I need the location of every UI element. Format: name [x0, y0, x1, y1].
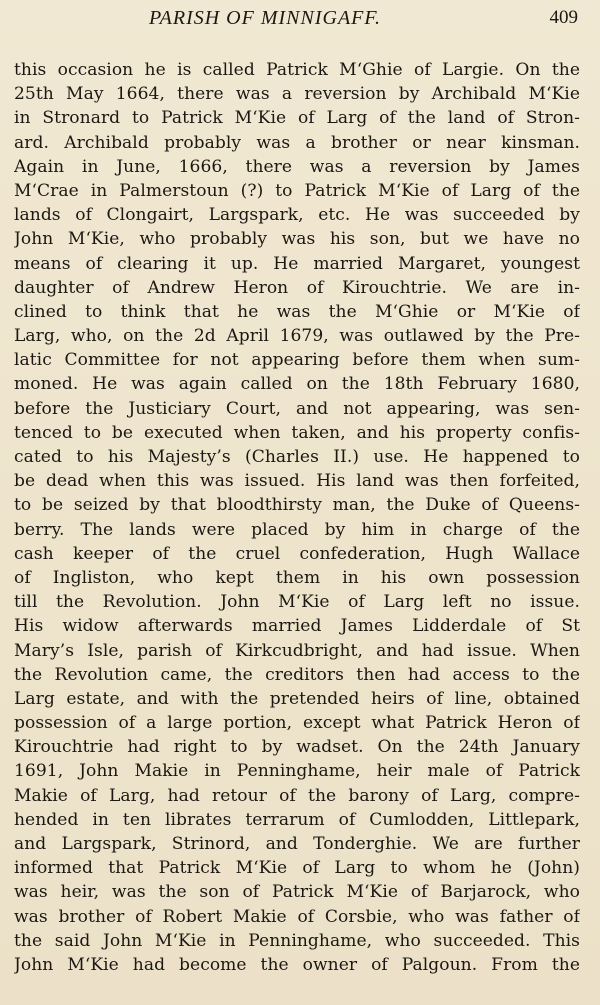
- text-line: clined to think that he was the M‘Ghie or M‘Kie of: [14, 301, 580, 322]
- text-line: and Largspark, Strinord, and Tonderghie. We are further: [14, 834, 580, 854]
- page-number: 409: [549, 7, 578, 28]
- text-line: be dead when this was issued. His land was then forfeited,: [14, 471, 580, 492]
- text-line: moned. He was again called on the 18th February 1680,: [14, 374, 580, 395]
- text-line: to be seized by that bloodthirsty man, the Duke of Queens-: [14, 495, 580, 516]
- text-line: Mary’s Isle, parish of Kirkcudbright, and had issue. When: [14, 640, 580, 661]
- text-line: in Stronard to Patrick M‘Kie of Larg of the land of Stron-: [14, 108, 580, 129]
- text-line: John M‘Kie, who probably was his son, but we have no: [14, 229, 580, 250]
- text-line: was heir, was the son of Patrick M‘Kie of Barjarock, who: [14, 882, 580, 903]
- text-line: 1691, John Makie in Penninghame, heir male of Patrick: [14, 761, 580, 782]
- running-head: PARISH OF MINNIGAFF.: [149, 7, 382, 29]
- text-line: this occasion he is called Patrick M‘Ghie of Largie. On the: [14, 60, 580, 80]
- text-line: Larg estate, and with the pretended heirs of line, obtained: [14, 688, 580, 709]
- text-line: Makie of Larg, had retour of the barony of Larg, compre-: [14, 785, 580, 806]
- text-line: of Ingliston, who kept them in his own possession: [14, 567, 580, 588]
- text-line: Larg, who, on the 2d April 1679, was outlawed by the Pre-: [14, 326, 580, 347]
- text-line: 25th May 1664, there was a reversion by Archibald M‘Kie: [14, 84, 580, 105]
- text-line: daughter of Andrew Heron of Kirouchtrie. We are in-: [14, 277, 580, 298]
- text-line: ard. Archibald probably was a brother or near kinsman.: [14, 132, 580, 153]
- text-line: John M‘Kie had become the owner of Palgoun. From the: [14, 954, 580, 975]
- text-line: M‘Crae in Palmerstoun (?) to Patrick M‘Kie of Larg of the: [14, 180, 580, 201]
- text-line: Kirouchtrie had right to by wadset. On the 24th January: [14, 737, 580, 758]
- text-line: before the Justiciary Court, and not appearing, was sen-: [14, 398, 580, 419]
- text-line: informed that Patrick M‘Kie of Larg to whom he (John): [14, 858, 580, 879]
- text-line: means of clearing it up. He married Margaret, youngest: [14, 253, 580, 274]
- text-line: hended in ten librates terrarum of Cumlodden, Littlepark,: [14, 809, 580, 830]
- text-line: latic Committee for not appearing before them when sum-: [14, 350, 580, 371]
- page-header: [14, 5, 588, 43]
- text-line: till the Revolution. John M‘Kie of Larg left no issue.: [14, 592, 580, 613]
- text-line: cash keeper of the cruel confederation, Hugh Wallace: [14, 543, 580, 564]
- text-line: was brother of Robert Makie of Corsbie, who was father of: [14, 906, 580, 927]
- text-line: cated to his Majesty’s (Charles II.) use. He happened to: [14, 447, 580, 467]
- text-line: berry. The lands were placed by him in charge of the: [14, 519, 580, 540]
- text-line: tenced to be executed when taken, and his property confis-: [14, 422, 580, 443]
- text-line: Again in June, 1666, there was a reversion by James: [14, 156, 580, 177]
- text-line: the Revolution came, the creditors then had access to the: [14, 664, 580, 685]
- text-line: His widow afterwards married James Lidderdale of St: [14, 616, 580, 637]
- text-line: lands of Clongairt, Largspark, etc. He was succeeded by: [14, 205, 580, 226]
- text-line: possession of a large portion, except what Patrick Heron of: [14, 713, 580, 734]
- text-line: the said John M‘Kie in Penninghame, who succeeded. This: [14, 930, 580, 951]
- body-text: [14, 58, 580, 977]
